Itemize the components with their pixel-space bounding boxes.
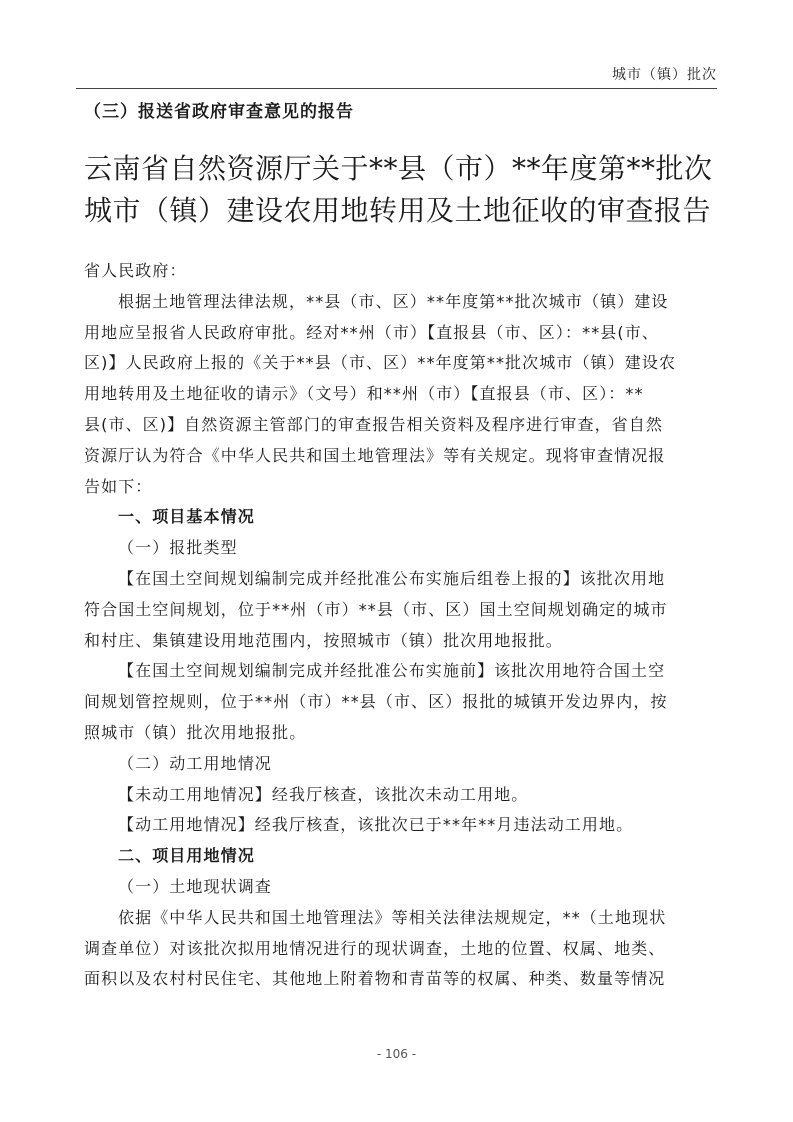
section-heading: （三）报送省政府审查意见的报告 xyxy=(84,102,354,122)
paragraph-line: 用地应呈报省人民政府审批。经对**州（市）【直报县（市、区）：**县(市、 xyxy=(84,322,659,342)
paragraph-line: 面积以及农村村民住宅、其他地上附着物和青苗等的权属、种类、数量等情况 xyxy=(84,969,666,989)
document-body xyxy=(84,256,724,995)
running-header: 城市（镇）批次 xyxy=(612,67,717,83)
subsection-title-land-survey: （一）土地现状调查 xyxy=(118,876,272,896)
paragraph-line: 照城市（镇）批次用地报批。 xyxy=(84,722,307,742)
subsection-title-approval-type: （一）报批类型 xyxy=(118,538,238,558)
paragraph-line: 【在国土空间规划编制完成并经批准公布实施后组卷上报的】该批次用地 xyxy=(118,568,666,588)
title-line: 云南省自然资源厅关于**县（市）**年度第**批次 xyxy=(84,152,713,185)
paragraph-line: 【在国土空间规划编制完成并经批准公布实施前】该批次用地符合国土空 xyxy=(118,661,666,681)
header-rule xyxy=(76,88,717,89)
paragraph-line: 用地转用及土地征收的请示》（文号）和**州（市）【直报县（市、区）：** xyxy=(84,384,644,404)
paragraph-line: 依据《中华人民共和国土地管理法》等相关法律法规规定，**（土地现状 xyxy=(118,907,667,927)
page-number: - 106 - xyxy=(376,1047,417,1061)
paragraph-line: 告如下： xyxy=(84,476,153,496)
salutation: 省人民政府： xyxy=(84,261,187,280)
title-line: 城市（镇）建设农用地转用及土地征收的审查报告 xyxy=(84,194,712,227)
document-title xyxy=(84,148,724,232)
paragraph-line: 间规划管控规则，位于**州（市）**县（市、区）报批的城镇开发边界内，按 xyxy=(84,692,668,712)
paragraph-line: 符合国土空间规划，位于**州（市）**县（市、区）国土空间规划确定的城市 xyxy=(84,599,668,619)
paragraph-line: 根据土地管理法律法规，**县（市、区）**年度第**批次城市（镇）建设 xyxy=(118,291,669,311)
section-title-project-basics: 一、项目基本情况 xyxy=(118,507,255,527)
subsection-title-construction-status: （二）动工用地情况 xyxy=(118,753,272,773)
paragraph-line: 区)】人民政府上报的《关于**县（市、区）**年度第**批次城市（镇）建设农 xyxy=(84,353,677,373)
paragraph-line: 【动工用地情况】经我厅核查，该批次已于**年**月违法动工用地。 xyxy=(118,815,634,835)
section-title-land-use: 二、项目用地情况 xyxy=(118,846,255,866)
paragraph-line: 调查单位）对该批次拟用地情况进行的现状调查，土地的位置、权属、地类、 xyxy=(84,938,666,958)
paragraph-line: 【未动工用地情况】经我厅核查，该批次未动工用地。 xyxy=(118,784,529,804)
paragraph-line: 和村庄、集镇建设用地范围内，按照城市（镇）批次用地报批。 xyxy=(84,630,563,650)
paragraph-line: 资源厅认为符合《中华人民共和国土地管理法》等有关规定。现将审查情况报 xyxy=(84,445,666,465)
paragraph-line: 县(市、区)】自然资源主管部门的审查报告相关资料及程序进行审查，省自然 xyxy=(84,414,663,434)
